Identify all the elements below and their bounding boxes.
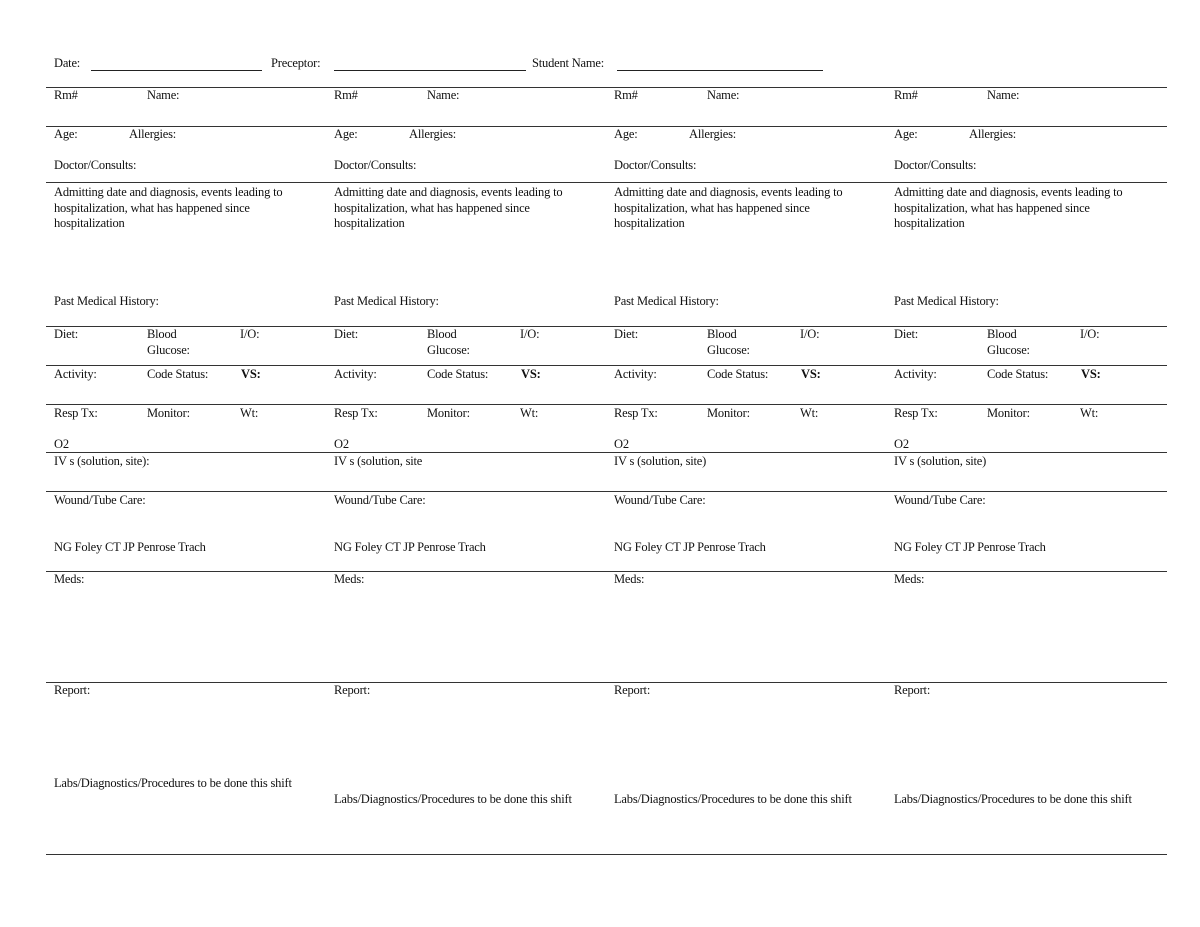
- patient-name-label: Name:: [707, 88, 740, 102]
- admitting-diagnosis-label: Admitting date and diagnosis, events leading to hospitalization, what has happened since hospitalization: [894, 185, 1123, 230]
- report-label: Report:: [54, 683, 91, 697]
- past-medical-history-label: Past Medical History:: [54, 294, 159, 308]
- tube-types-label: NG Foley CT JP Penrose Trach: [894, 540, 1046, 554]
- doctor-consults-label: Doctor/Consults:: [614, 158, 697, 172]
- preceptor-field[interactable]: [334, 70, 526, 71]
- io-label: I/O:: [520, 327, 540, 341]
- patient-name-label: Name:: [427, 88, 460, 102]
- admitting-diagnosis-label: Admitting date and diagnosis, events leading to hospitalization, what has happened since hospitalization: [54, 185, 283, 230]
- io-label: I/O:: [1080, 327, 1100, 341]
- meds-label: Meds:: [894, 572, 925, 586]
- vital-signs-label: VS:: [1081, 367, 1101, 381]
- diet-label: Diet:: [894, 327, 918, 341]
- divider: [46, 491, 1167, 492]
- monitor-label: Monitor:: [427, 406, 470, 420]
- ivs-label: IV s (solution, site): [894, 454, 987, 468]
- room-number-label: Rm#: [54, 88, 78, 102]
- wound-tube-care-label: Wound/Tube Care:: [614, 493, 706, 507]
- o2-label: O2: [54, 437, 69, 451]
- meds-label: Meds:: [54, 572, 85, 586]
- blood-glucose-label: Blood Glucose:: [427, 327, 470, 357]
- blood-glucose-label: Blood Glucose:: [147, 327, 190, 357]
- o2-label: O2: [894, 437, 909, 451]
- wound-tube-care-label: Wound/Tube Care:: [334, 493, 426, 507]
- io-label: I/O:: [800, 327, 820, 341]
- activity-label: Activity:: [614, 367, 657, 381]
- report-label: Report:: [614, 683, 651, 697]
- diet-label: Diet:: [614, 327, 638, 341]
- meds-label: Meds:: [334, 572, 365, 586]
- activity-label: Activity:: [894, 367, 937, 381]
- divider: [46, 365, 1167, 366]
- divider: [46, 571, 1167, 572]
- age-label: Age:: [334, 127, 358, 141]
- room-number-label: Rm#: [894, 88, 918, 102]
- past-medical-history-label: Past Medical History:: [334, 294, 439, 308]
- vital-signs-label: VS:: [521, 367, 541, 381]
- wound-tube-care-label: Wound/Tube Care:: [54, 493, 146, 507]
- io-label: I/O:: [240, 327, 260, 341]
- age-label: Age:: [894, 127, 918, 141]
- vital-signs-label: VS:: [801, 367, 821, 381]
- code-status-label: Code Status:: [147, 367, 209, 381]
- activity-label: Activity:: [54, 367, 97, 381]
- monitor-label: Monitor:: [147, 406, 190, 420]
- labs-diagnostics-label: Labs/Diagnostics/Procedures to be done this shift: [334, 792, 572, 806]
- resp-tx-label: Resp Tx:: [54, 406, 98, 420]
- code-status-label: Code Status:: [707, 367, 769, 381]
- age-label: Age:: [614, 127, 638, 141]
- student-name-field[interactable]: [617, 70, 823, 71]
- past-medical-history-label: Past Medical History:: [614, 294, 719, 308]
- divider: [46, 682, 1167, 683]
- monitor-label: Monitor:: [707, 406, 750, 420]
- tube-types-label: NG Foley CT JP Penrose Trach: [614, 540, 766, 554]
- room-number-label: Rm#: [334, 88, 358, 102]
- labs-diagnostics-label: Labs/Diagnostics/Procedures to be done this shift: [894, 792, 1132, 806]
- doctor-consults-label: Doctor/Consults:: [334, 158, 417, 172]
- admitting-diagnosis-label: Admitting date and diagnosis, events leading to hospitalization, what has happened since hospitalization: [614, 185, 843, 230]
- age-label: Age:: [54, 127, 78, 141]
- blood-glucose-label: Blood Glucose:: [987, 327, 1030, 357]
- wound-tube-care-label: Wound/Tube Care:: [894, 493, 986, 507]
- divider: [46, 404, 1167, 405]
- allergies-label: Allergies:: [689, 127, 737, 141]
- blood-glucose-label: Blood Glucose:: [707, 327, 750, 357]
- ivs-label: IV s (solution, site: [334, 454, 423, 468]
- meds-label: Meds:: [614, 572, 645, 586]
- allergies-label: Allergies:: [969, 127, 1017, 141]
- student-name-label: Student Name:: [532, 56, 605, 70]
- doctor-consults-label: Doctor/Consults:: [894, 158, 977, 172]
- ivs-label: IV s (solution, site): [614, 454, 707, 468]
- room-number-label: Rm#: [614, 88, 638, 102]
- tube-types-label: NG Foley CT JP Penrose Trach: [334, 540, 486, 554]
- resp-tx-label: Resp Tx:: [334, 406, 378, 420]
- tube-types-label: NG Foley CT JP Penrose Trach: [54, 540, 206, 554]
- code-status-label: Code Status:: [987, 367, 1049, 381]
- vital-signs-label: VS:: [241, 367, 261, 381]
- weight-label: Wt:: [240, 406, 259, 420]
- monitor-label: Monitor:: [987, 406, 1030, 420]
- divider: [46, 854, 1167, 855]
- code-status-label: Code Status:: [427, 367, 489, 381]
- admitting-diagnosis-label: Admitting date and diagnosis, events leading to hospitalization, what has happened since hospitalization: [334, 185, 563, 230]
- o2-label: O2: [614, 437, 629, 451]
- activity-label: Activity:: [334, 367, 377, 381]
- ivs-label: IV s (solution, site):: [54, 454, 150, 468]
- past-medical-history-label: Past Medical History:: [894, 294, 999, 308]
- resp-tx-label: Resp Tx:: [894, 406, 938, 420]
- weight-label: Wt:: [1080, 406, 1099, 420]
- patient-name-label: Name:: [987, 88, 1020, 102]
- resp-tx-label: Resp Tx:: [614, 406, 658, 420]
- o2-label: O2: [334, 437, 349, 451]
- date-label: Date:: [54, 56, 81, 70]
- date-field[interactable]: [91, 70, 262, 71]
- report-label: Report:: [334, 683, 371, 697]
- divider: [46, 452, 1167, 453]
- allergies-label: Allergies:: [129, 127, 177, 141]
- allergies-label: Allergies:: [409, 127, 457, 141]
- labs-diagnostics-label: Labs/Diagnostics/Procedures to be done this shift: [54, 776, 292, 790]
- preceptor-label: Preceptor:: [271, 56, 321, 70]
- report-label: Report:: [894, 683, 931, 697]
- labs-diagnostics-label: Labs/Diagnostics/Procedures to be done this shift: [614, 792, 852, 806]
- divider: [46, 182, 1167, 183]
- weight-label: Wt:: [800, 406, 819, 420]
- doctor-consults-label: Doctor/Consults:: [54, 158, 137, 172]
- patient-name-label: Name:: [147, 88, 180, 102]
- diet-label: Diet:: [54, 327, 78, 341]
- weight-label: Wt:: [520, 406, 539, 420]
- diet-label: Diet:: [334, 327, 358, 341]
